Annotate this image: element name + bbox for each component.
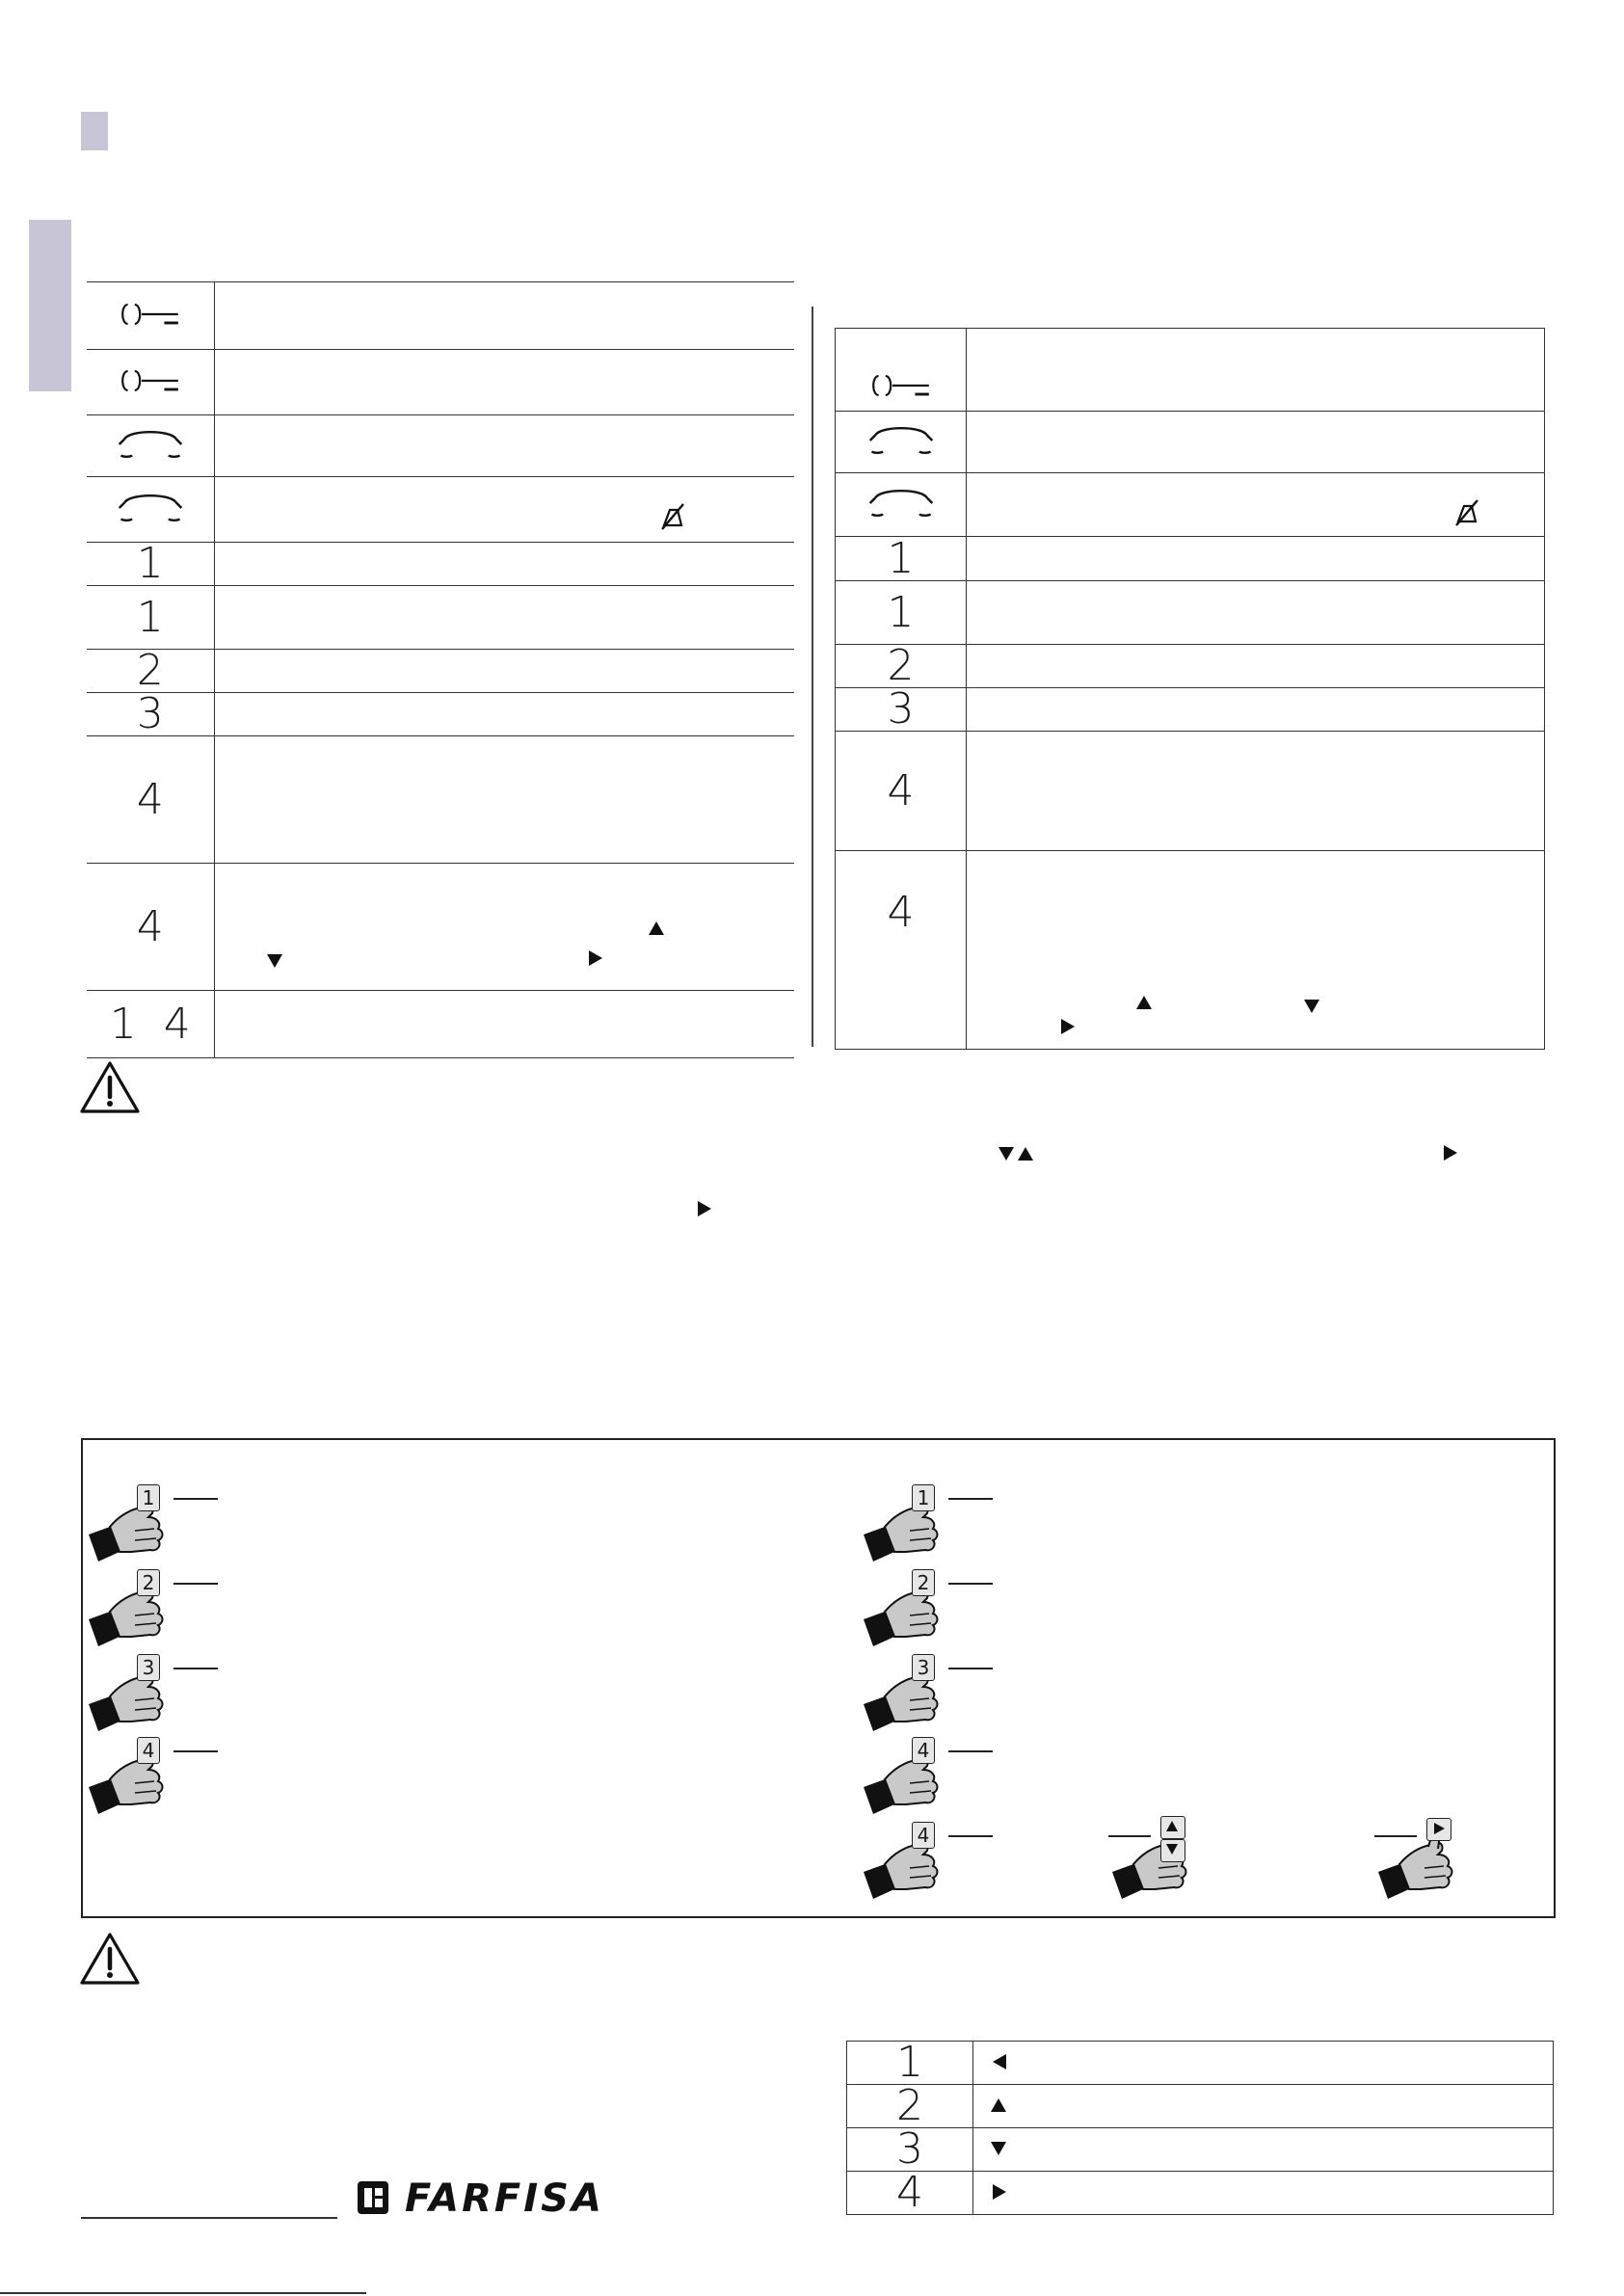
table-row	[87, 350, 794, 415]
hand-press-icon	[856, 1654, 972, 1737]
leader-line	[173, 1668, 218, 1669]
table-row	[836, 688, 1545, 732]
keycap: 2	[137, 1569, 160, 1596]
down-arrow-icon	[998, 1147, 1014, 1161]
leader-line	[173, 1498, 218, 1500]
arrow-keycap	[1160, 1839, 1185, 1862]
key-number: 1	[136, 539, 164, 588]
section-marker	[81, 112, 108, 150]
right-command-table	[835, 328, 1545, 1050]
page-bottom-rule	[0, 2292, 366, 2294]
left-arrow-icon	[993, 2054, 1006, 2069]
table-row	[836, 537, 1545, 581]
down-arrow-icon	[1166, 1844, 1178, 1855]
table-row	[847, 2172, 1554, 2215]
table-row	[836, 412, 1545, 473]
handset-icon	[114, 426, 187, 463]
arrow-keycap	[1426, 1818, 1451, 1841]
keycap: 3	[912, 1654, 935, 1681]
key-number: 4	[136, 901, 164, 951]
handset-icon	[865, 485, 938, 521]
up-arrow-icon	[1018, 1147, 1033, 1161]
table-row	[87, 736, 794, 864]
keycap: 1	[912, 1484, 935, 1511]
table-row	[87, 586, 794, 650]
table-row	[87, 991, 794, 1058]
footer-rule	[81, 2217, 337, 2219]
key-number: 2	[887, 641, 915, 690]
down-arrow-icon	[267, 954, 282, 968]
table-row	[87, 693, 794, 736]
keycap: 2	[912, 1569, 935, 1596]
leader-line	[948, 1835, 993, 1837]
key-number: 1	[887, 533, 915, 583]
keycap: 1	[137, 1484, 160, 1511]
hand-press-icon	[856, 1822, 972, 1905]
handset-icon	[865, 422, 938, 459]
door-lock-icon	[866, 372, 936, 399]
table-row	[836, 732, 1545, 851]
warning-icon	[79, 1060, 141, 1114]
farfisa-logo-mark	[357, 2180, 389, 2215]
table-row	[87, 650, 794, 693]
hand-press-icon	[81, 1569, 197, 1652]
door-lock-icon	[116, 367, 185, 394]
hand-press-icon	[856, 1737, 972, 1820]
table-row	[847, 2042, 1554, 2085]
leader-line	[1108, 1835, 1151, 1837]
arrow-keycap	[1160, 1816, 1185, 1839]
keypad-instructions-box	[81, 1438, 1556, 1918]
mute-bell-icon	[658, 502, 687, 531]
up-arrow-icon	[1166, 1821, 1178, 1831]
up-arrow-icon	[991, 2098, 1006, 2112]
key-arrow-map-table	[846, 2038, 1554, 2217]
keycap: 4	[912, 1822, 935, 1849]
handset-icon	[114, 490, 187, 526]
up-arrow-icon	[649, 921, 664, 935]
down-arrow-icon	[1304, 1000, 1319, 1013]
column-divider	[812, 307, 813, 1047]
table-row	[836, 473, 1545, 537]
warning-icon	[79, 1932, 141, 1986]
table-row	[87, 543, 794, 586]
key-number: 2	[896, 2081, 923, 2130]
right-arrow-icon	[698, 1201, 711, 1216]
hand-press-icon	[81, 1737, 197, 1820]
table-row	[847, 2128, 1554, 2172]
hand-press-icon	[856, 1569, 972, 1652]
key-number: 3	[896, 2124, 923, 2174]
key-combination: 1 4	[109, 999, 191, 1049]
leader-line	[948, 1668, 993, 1669]
table-row	[836, 329, 1545, 412]
hand-press-icon	[81, 1654, 197, 1737]
leader-line	[948, 1498, 993, 1500]
hand-press-icon	[81, 1484, 197, 1567]
language-side-tab	[29, 220, 71, 391]
right-arrow-icon	[1444, 1145, 1457, 1161]
right-arrow-icon	[993, 2184, 1006, 2200]
key-number: 3	[136, 689, 164, 738]
key-number: 1	[136, 592, 164, 642]
leader-line	[173, 1583, 218, 1585]
table-row	[836, 851, 1545, 1050]
mute-bell-icon	[1452, 498, 1481, 527]
key-number: 2	[136, 646, 164, 695]
keycap: 4	[137, 1737, 160, 1764]
right-arrow-icon	[589, 950, 602, 966]
key-number: 1	[896, 2038, 923, 2087]
keycap: 3	[137, 1654, 160, 1681]
left-command-table	[87, 281, 794, 1058]
key-number: 4	[887, 888, 915, 937]
door-lock-icon	[116, 301, 185, 328]
up-arrow-icon	[1136, 996, 1152, 1009]
leader-line	[948, 1750, 993, 1752]
leader-line	[173, 1750, 218, 1752]
farfisa-logo-text: FARFISA	[405, 2176, 604, 2221]
table-row	[87, 477, 794, 543]
keycap: 4	[912, 1737, 935, 1764]
key-number: 4	[887, 765, 915, 815]
hand-press-icon	[856, 1484, 972, 1567]
leader-line	[1374, 1835, 1417, 1837]
right-arrow-icon	[1434, 1823, 1445, 1834]
table-row	[847, 2085, 1554, 2128]
table-row	[836, 581, 1545, 645]
table-row	[836, 645, 1545, 688]
table-row	[87, 864, 794, 991]
key-number: 3	[887, 684, 915, 734]
right-arrow-icon	[1061, 1019, 1075, 1034]
leader-line	[948, 1583, 993, 1585]
key-number: 4	[136, 774, 164, 824]
key-number: 1	[887, 587, 915, 637]
key-number: 4	[896, 2168, 923, 2217]
down-arrow-icon	[991, 2142, 1006, 2155]
table-row	[87, 282, 794, 350]
table-row	[87, 415, 794, 477]
